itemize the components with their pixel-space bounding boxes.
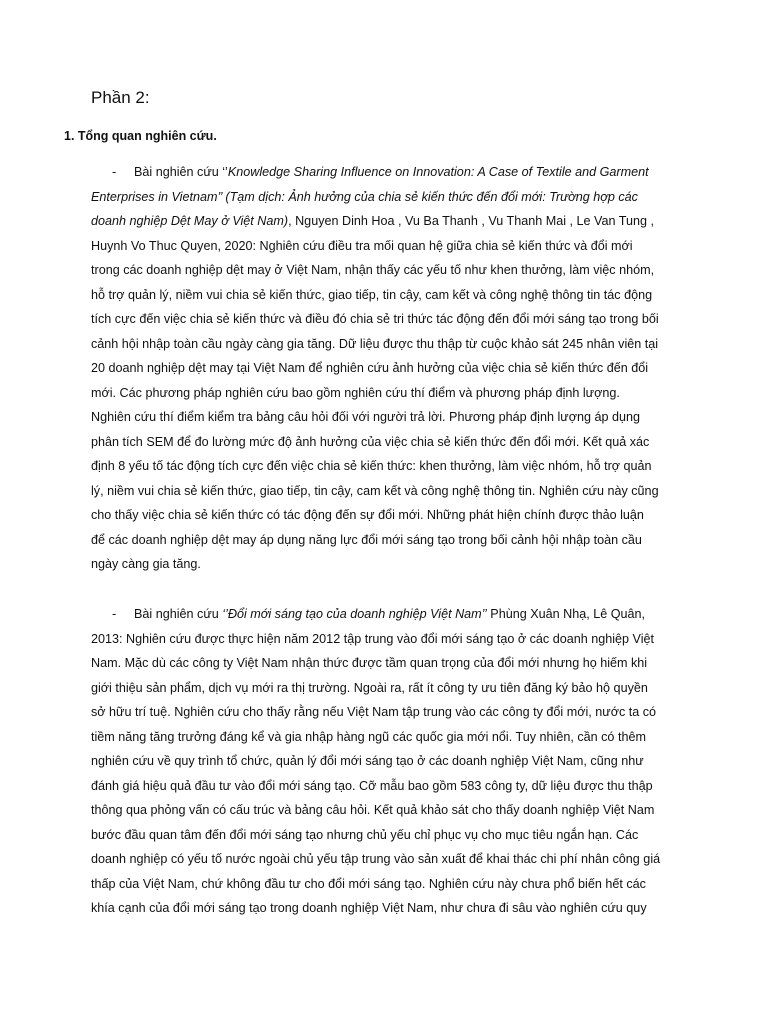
paragraph-line — [91, 160, 683, 185]
paragraph-line: doanh nghiệp có yếu tố nước ngoài chủ yếu tập trung vào sản xuất để khai thác chi phí nhân công giá — [91, 852, 661, 866]
paragraph-line — [91, 209, 683, 234]
paragraph-line: để các doanh nghiệp dệt may áp dụng năng lực đổi mới sáng tạo trong bối cảnh hội nhập toàn cầu — [91, 532, 642, 547]
paragraph-line: Nghiên cứu thí điểm kiểm tra bảng câu hỏi đối với người trả lời. Phương pháp định lượng áp dụng — [91, 410, 640, 424]
paper-title-italic: ‘’Đổi mới sáng tạo của doanh nghiệp Việt Nam’’ — [222, 607, 487, 621]
authors-text: , Nguyen Dinh Hoa , Vu Ba Thanh , Vu Thanh Mai , Le Van Tung , — [288, 214, 655, 228]
bullet-dash: - — [112, 165, 117, 179]
paragraph-line — [91, 185, 683, 210]
paragraph-line: thông qua phỏng vấn có cấu trúc và bảng câu hỏi. Kết quả khảo sát cho thấy doanh nghiệp Việt Nam — [91, 803, 655, 817]
paragraph-line: nghiên cứu về quy trình tổ chức, quản lý đổi mới sáng tạo ở các doanh nghiệp Việt Nam, cũng như — [91, 754, 644, 768]
paragraph-line: thấp của Việt Nam, chứ không đầu tư cho đổi mới sáng tạo. Nghiên cứu này chưa phổ biến hết các — [91, 876, 646, 891]
paragraph-line: Nam. Mặc dù các công ty Việt Nam nhận thức được tầm quan trọng của đổi mới nhưng họ hiếm khi — [91, 656, 648, 670]
literature-item-2 — [91, 602, 683, 921]
authors-text: Phùng Xuân Nhạ, Lê Quân, — [486, 607, 646, 621]
paragraph-line: Huynh Vo Thuc Quyen, 2020: Nghiên cứu điều tra mối quan hệ giữa chia sẻ kiến thức và đổi mới — [91, 238, 633, 253]
paragraph-line: giới thiệu sản phẩm, dịch vụ mới ra thị trường. Ngoài ra, rất ít công ty ưu tiên đăng ký bảo hộ quyền — [91, 680, 648, 695]
text-run: Bài nghiên cứu — [134, 607, 223, 621]
paragraph-line: đánh giá hiệu quả đầu tư vào đổi mới sáng tạo. Cỡ mẫu bao gồm 583 công ty, dữ liệu được thu thập — [91, 778, 653, 793]
paragraph-line: trong các doanh nghiệp dệt may ở Việt Nam, nhận thấy các yếu tố như khen thưởng, làm việc nhóm, — [91, 263, 655, 277]
literature-item-1 — [91, 160, 683, 577]
paragraph-line: 20 doanh nghiệp dệt may tại Việt Nam để nghiên cứu ảnh hưởng của việc chia sẻ kiến thức đến đổi — [91, 361, 649, 375]
paragraph-line — [91, 602, 683, 627]
paragraph-line: định 8 yếu tố tác động tích cực đến việc chia sẻ kiến thức: khen thưởng, làm việc nhóm, hỗ trợ quản — [91, 459, 652, 473]
paper-title-italic: doanh nghiệp Dệt May ở Việt Nam) — [91, 214, 289, 228]
paragraph-line: phân tích SEM để đo lường mức độ ảnh hưởng của việc chia sẻ kiến thức đến đổi mới. Kết quả xác — [91, 434, 650, 449]
paragraph-line: tích cực đến việc chia sẻ kiến thức và điều đó chia sẻ tri thức tác động đến đổi mới sáng tạo trong bối — [91, 312, 659, 326]
paper-title-italic: Enterprises in Vietnam’’ (Tạm dịch: Ảnh hưởng của chia sẻ kiến thức đến đổi mới: Trường hợp các — [91, 189, 638, 204]
paragraph-line: ngày càng gia tăng. — [91, 557, 201, 571]
paragraph-line: mới. Các phương pháp nghiên cứu bao gồm nghiên cứu thí điểm và phương pháp định lượng. — [91, 385, 620, 400]
paper-title-italic: Knowledge Sharing Influence on Innovation: A Case of Textile and Garment — [227, 165, 649, 179]
paragraph-line: hỗ trợ quản lý, niềm vui chia sẻ kiến thức, giao tiếp, tin cậy, cam kết và công nghệ thông tin tác động — [91, 287, 653, 302]
paragraph-line: bước đầu quan tâm đến đổi mới sáng tạo nhưng chủ yếu chỉ phục vụ cho mục tiêu ngắn hạn. Các — [91, 827, 639, 842]
paragraph-line: cảnh hội nhập toàn cầu ngày càng gia tăng. Dữ liệu được thu thập từ cuộc khảo sát 245 nhân viên tại — [91, 336, 659, 351]
paragraph-line: lý, niềm vui chia sẻ kiến thức, giao tiếp, tin cậy, cam kết và công nghệ thông tin. Nghiên cứu này cũng — [91, 483, 659, 498]
paragraph-line: sở hữu trí tuệ. Nghiên cứu cho thấy rằng nếu Việt Nam tập trung vào các công ty đổi mới, nước ta có — [91, 705, 657, 719]
paragraph-line: khía cạnh của đổi mới sáng tạo trong doanh nghiệp Việt Nam, như chưa đi sâu vào nghiên cứu quy — [91, 901, 647, 915]
text-run: Bài nghiên cứu ‘’ — [134, 165, 228, 179]
paragraph-line: 2013: Nghiên cứu được thực hiện năm 2012 tập trung vào đổi mới sáng tạo ở các doanh nghiệp Việt — [91, 631, 655, 646]
section-title: 1. Tổng quan nghiên cứu. — [64, 129, 217, 143]
bullet-dash: - — [112, 607, 117, 621]
paragraph-line: cho thấy việc chia sẻ kiến thức có tác động đến sự đổi mới. Những phát hiện chính được thảo luận — [91, 508, 644, 522]
paragraph-line: tiềm năng tăng trưởng đáng kể và gia nhập hàng ngũ các quốc gia mới nổi. Tuy nhiên, cần có thêm — [91, 729, 646, 744]
page-heading: Phần 2: — [91, 88, 150, 107]
